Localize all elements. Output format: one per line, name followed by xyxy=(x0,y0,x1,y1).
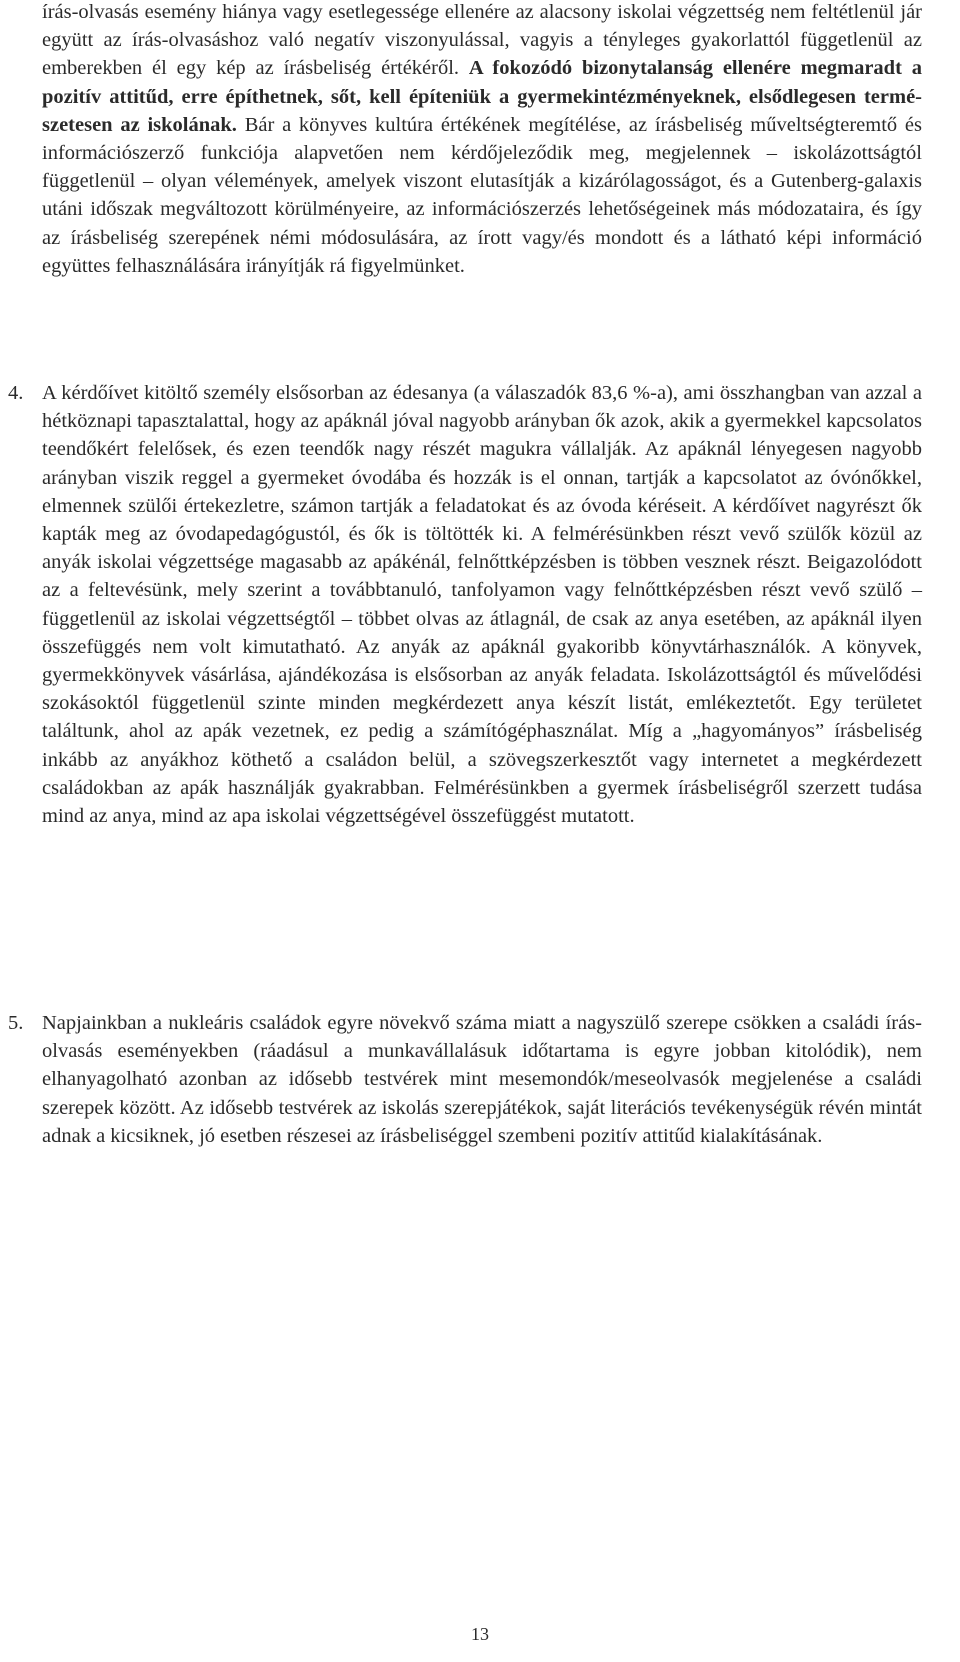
list-item-4 xyxy=(8,379,922,830)
list-item-5 xyxy=(8,1009,922,1150)
emphasized-sentence: A fokozódó bizonytalanság ellenére megmaradt a pozitív attitűd, erre építhetnek, sőt, kell építeniük a gyermekintézményeknek, elsődlegesen természetesen az iskolának. xyxy=(42,57,922,136)
page-number: 13 xyxy=(471,1624,489,1644)
list-item-number: 4. xyxy=(8,382,24,404)
list-item-text: A kérdőívet kitöltő személy elsősorban az édesanya (a válaszadók 83,6 %-a), ami összhangban van azzal a hétköznapi tapasztalattal, hogy az apáknál jóval nagyobb arányban ők azok, akik a gyermekkel kapcsolatos teendőkért felelősek, és ezen teendők nagy részét magukra vállalják. Az apáknál lényegesen nagyobb arányban viszik reggel a gyermeket óvodába és hozzák is el onnan, tartják a kapcsolatot az óvónőkkel, elmennek szülői értekezletre, számon tartják a feladatokat és az óvoda kéréseit. A kérdőívet nagyrészt ők kapták meg az óvodapedagógustól, és ők is töltötték ki. A felmérésünkben részt vevő szülők közül az anyák iskolai végzettsége magasabb az apákénál, felnőttképzésben is többen vesznek részt. Beigazolódott az a feltevésünk, mely szerint a továbbtanuló, tanfolyamon vagy felnőttképzésben részt vevő szülő – függetlenül az iskolai végzettségtől – többet olvas az átlagnál, de csak az anya esetében, az apáknál ilyen összefüggés nem volt kimutatható. Az anyák az apáknál gyakoribb könyvtárhasználók. A könyvek, gyermekkönyvek vásárlása, ajándékozása is elsősorban az anyák feladata. Iskolázottságtól és művelődési szokásoktól függetlenül szinte minden megkérdezett anya készít listát, emlékeztetőt. Egy területet találtunk, ahol az apák vezetnek, ez pedig a számítógéphasználat. Míg a „hagyományos” írásbeliség inkább az anyákhoz köthető a családon belül, a szövegszerkesztőt vagy internetet a megkérdezett családokban az apák használják gyakrabban. Felmérésünkben a gyermek írásbeliségről szerzett tudása mind az anya, mind az apa iskolai végzettségével összefüggést mutatott. xyxy=(42,382,922,828)
continuation-paragraph xyxy=(42,0,922,280)
list-item-number: 5. xyxy=(8,1012,24,1034)
continuation-text-end: Bár a könyves kultúra értékének megítélése, az írásbeliség műveltségteremtő és információszerző funkciója alapvetően nem kérdőjeleződik meg, megjelennek – iskolázottságtól függetlenül – olyan vélemények, amelyek viszont elutasítják a kizárólagosságot, és a Gutenberg-galaxis utáni időszak megváltozott körülményeire, az információszerzés lehetőségeinek más módozataira, és így az írásbeliség szerepének némi módosulására, az írott vagy/és mondott és a látható képi információ együttes felhasználására irányítják rá figyelmünket. xyxy=(42,113,922,277)
continuation-text-start: írás-olvasás esemény hiánya vagy esetlegessége ellenére az alacsony iskolai végzettség nem feltétlenül jár együtt az írás-olvasáshoz való negatív viszonyulással, vagyis a tényleges gyakorlattól függetlenül az emberekben él egy kép az írásbeliség értékéről. xyxy=(42,1,922,80)
list-item-text: Napjainkban a nukleáris családok egyre növekvő száma miatt a nagyszülő szerepe csökken a családi írás-olvasás eseményekben (ráadásul a munkavállalásuk időtartama is egyre jobban kitolódik), nem elhanyagolható azonban az idősebb testvérek mint mesemondók/meseolvasók megjelenése a családi szerepek között. Az idősebb testvérek az iskolás szerepjátékok, saját literációs tevékenységük révén mintát adnak a kicsiknek, jó esetben részesei az írásbeliséggel szembeni pozitív attitűd kialakításának. xyxy=(42,1012,922,1147)
